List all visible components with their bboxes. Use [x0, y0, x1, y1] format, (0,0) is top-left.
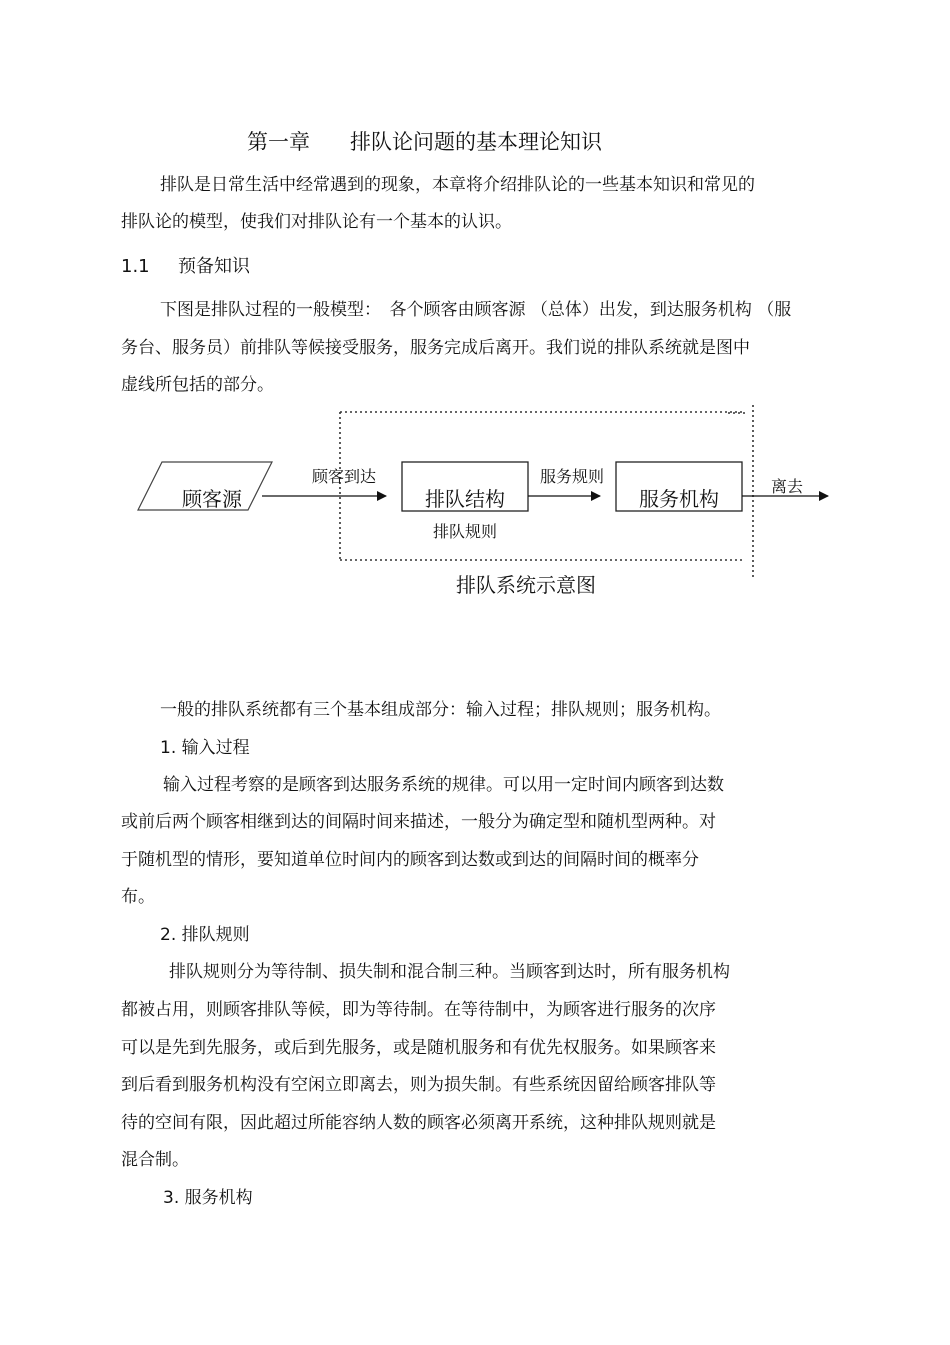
item1-heading: 1. 输入过程: [160, 738, 250, 758]
model-line-1: 下图是排队过程的一般模型： 各个顾客由顾客源 （总体）出发，到达服务机构 （服: [160, 300, 792, 320]
model-line-2: 务台、服务员）前排队等候接受服务，服务完成后离开。我们说的排队系统就是图中: [121, 338, 750, 358]
item2-line-5: 待的空间有限，因此超过所能容纳人数的顾客必须离开系统，这种排队规则就是: [121, 1113, 716, 1133]
intro-line-2: 排队论的模型，使我们对排队论有一个基本的认识。: [121, 212, 512, 232]
chapter-number: 第一章: [247, 130, 310, 154]
queue-structure-label: 排队结构: [425, 487, 505, 511]
chapter-title: 排队论问题的基本理论知识: [350, 130, 602, 154]
item1-line-4: 布。: [121, 887, 155, 907]
item2-line-2: 都被占用，则顾客排队等候，即为等待制。在等待制中，为顾客进行服务的次序: [121, 1000, 716, 1020]
queue-rule-label: 排队规则: [432, 522, 498, 541]
item1-line-1: 输入过程考察的是顾客到达服务系统的规律。可以用一定时间内顾客到达数: [163, 775, 724, 795]
departure-label: 离去: [770, 477, 804, 496]
item2-line-4: 到后看到服务机构没有空闲立即离去，则为损失制。有些系统因留给顾客排队等: [121, 1075, 716, 1095]
section-number: 1.1: [121, 256, 150, 277]
components-intro: 一般的排队系统都有三个基本组成部分：输入过程；排队规则；服务机构。: [160, 700, 721, 720]
intro-line-1: 排队是日常生活中经常遇到的现象，本章将介绍排队论的一些基本知识和常见的: [160, 175, 755, 195]
section-title: 预备知识: [178, 256, 250, 277]
arrival-label: 顾客到达: [311, 467, 377, 486]
service-rule-label: 服务规则: [539, 467, 605, 486]
item2-line-1: 排队规则分为等待制、损失制和混合制三种。当顾客到达时，所有服务机构: [169, 962, 730, 982]
item2-heading: 2. 排队规则: [160, 925, 250, 945]
item1-line-2: 或前后两个顾客相继到达的间隔时间来描述，一般分为确定型和随机型两种。对: [121, 812, 716, 832]
customer-source-label: 顾客源: [182, 487, 242, 511]
queue-system-diagram: [0, 0, 950, 620]
item2-line-3: 可以是先到先服务，或后到先服务，或是随机服务和有优先权服务。如果顾客来: [121, 1038, 716, 1058]
service-facility-label: 服务机构: [639, 487, 719, 511]
item1-line-3: 于随机型的情形，要知道单位时间内的顾客到达数或到达的间隔时间的概率分: [121, 850, 699, 870]
item2-line-6: 混合制。: [121, 1150, 189, 1170]
model-line-3: 虚线所包括的部分。: [121, 375, 274, 395]
diagram-caption: 排队系统示意图: [456, 573, 596, 597]
item3-heading: 3. 服务机构: [163, 1188, 253, 1208]
